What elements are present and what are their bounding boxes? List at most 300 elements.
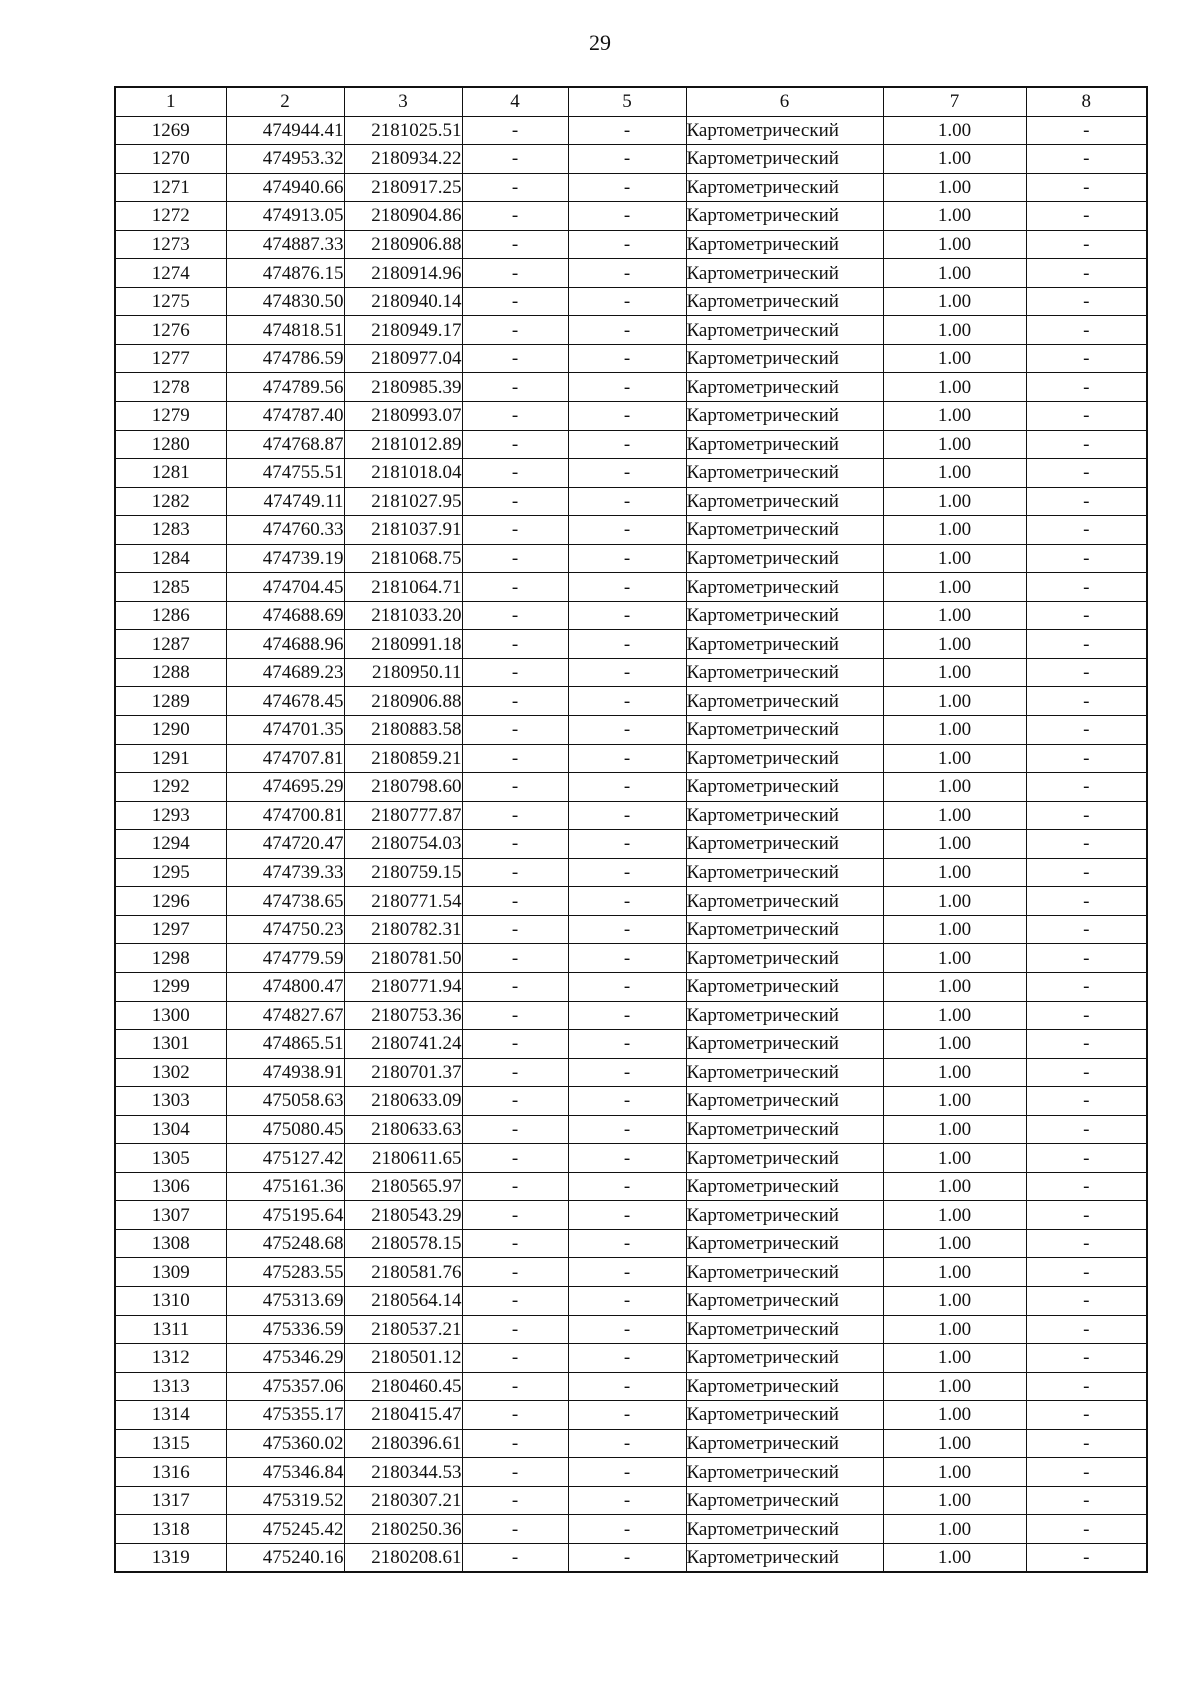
col5-cell: - <box>568 145 686 174</box>
table-row <box>115 1458 1147 1487</box>
col8-cell: - <box>1026 373 1147 402</box>
col8-cell: - <box>1026 1229 1147 1258</box>
col8-cell: - <box>1026 259 1147 288</box>
accuracy-cell: 1.00 <box>883 801 1026 830</box>
col4-cell: - <box>462 1344 568 1373</box>
accuracy-cell: 1.00 <box>883 573 1026 602</box>
method-cell: Картометрический <box>686 1058 883 1087</box>
method-cell: Картометрический <box>686 972 883 1001</box>
method-cell: Картометрический <box>686 801 883 830</box>
col4-cell: - <box>462 145 568 174</box>
method-cell: Картометрический <box>686 1344 883 1373</box>
col8-cell: - <box>1026 601 1147 630</box>
point-number-cell: 1312 <box>115 1344 226 1373</box>
table-row <box>115 316 1147 345</box>
table-row <box>115 344 1147 373</box>
x-coordinate-cell: 474786.59 <box>226 344 344 373</box>
table-row <box>115 1543 1147 1572</box>
method-cell: Картометрический <box>686 459 883 488</box>
method-cell: Картометрический <box>686 516 883 545</box>
col5-cell: - <box>568 202 686 231</box>
col5-cell: - <box>568 1515 686 1544</box>
method-cell: Картометрический <box>686 1001 883 1030</box>
accuracy-cell: 1.00 <box>883 1058 1026 1087</box>
table-row <box>115 1401 1147 1430</box>
x-coordinate-cell: 475127.42 <box>226 1144 344 1173</box>
method-cell: Картометрический <box>686 1229 883 1258</box>
y-coordinate-cell: 2180611.65 <box>344 1144 462 1173</box>
point-number-cell: 1273 <box>115 230 226 259</box>
col4-cell: - <box>462 516 568 545</box>
accuracy-cell: 1.00 <box>883 116 1026 145</box>
y-coordinate-cell: 2181064.71 <box>344 573 462 602</box>
accuracy-cell: 1.00 <box>883 915 1026 944</box>
col8-cell: - <box>1026 687 1147 716</box>
col8-cell: - <box>1026 487 1147 516</box>
col5-cell: - <box>568 373 686 402</box>
y-coordinate-cell: 2180565.97 <box>344 1172 462 1201</box>
x-coordinate-cell: 474787.40 <box>226 402 344 431</box>
method-cell: Картометрический <box>686 744 883 773</box>
point-number-cell: 1271 <box>115 173 226 202</box>
y-coordinate-cell: 2181037.91 <box>344 516 462 545</box>
point-number-cell: 1314 <box>115 1401 226 1430</box>
method-cell: Картометрический <box>686 402 883 431</box>
col8-cell: - <box>1026 830 1147 859</box>
x-coordinate-cell: 475283.55 <box>226 1258 344 1287</box>
point-number-cell: 1308 <box>115 1229 226 1258</box>
column-header: 2 <box>226 87 344 116</box>
table-row <box>115 1344 1147 1373</box>
point-number-cell: 1282 <box>115 487 226 516</box>
x-coordinate-cell: 474865.51 <box>226 1030 344 1059</box>
col4-cell: - <box>462 1543 568 1572</box>
col8-cell: - <box>1026 887 1147 916</box>
point-number-cell: 1303 <box>115 1087 226 1116</box>
method-cell: Картометрический <box>686 1286 883 1315</box>
point-number-cell: 1298 <box>115 944 226 973</box>
col5-cell: - <box>568 316 686 345</box>
col8-cell: - <box>1026 316 1147 345</box>
col4-cell: - <box>462 1372 568 1401</box>
col4-cell: - <box>462 1058 568 1087</box>
x-coordinate-cell: 475336.59 <box>226 1315 344 1344</box>
y-coordinate-cell: 2180782.31 <box>344 915 462 944</box>
col5-cell: - <box>568 430 686 459</box>
table-row <box>115 915 1147 944</box>
col8-cell: - <box>1026 1001 1147 1030</box>
table-row <box>115 1429 1147 1458</box>
point-number-cell: 1317 <box>115 1486 226 1515</box>
x-coordinate-cell: 474940.66 <box>226 173 344 202</box>
table-row <box>115 230 1147 259</box>
method-cell: Картометрический <box>686 202 883 231</box>
table-row <box>115 887 1147 916</box>
col8-cell: - <box>1026 972 1147 1001</box>
table-row <box>115 658 1147 687</box>
point-number-cell: 1315 <box>115 1429 226 1458</box>
point-number-cell: 1307 <box>115 1201 226 1230</box>
col8-cell: - <box>1026 1115 1147 1144</box>
method-cell: Картометрический <box>686 1458 883 1487</box>
method-cell: Картометрический <box>686 1201 883 1230</box>
point-number-cell: 1301 <box>115 1030 226 1059</box>
accuracy-cell: 1.00 <box>883 1286 1026 1315</box>
point-number-cell: 1290 <box>115 716 226 745</box>
x-coordinate-cell: 474876.15 <box>226 259 344 288</box>
point-number-cell: 1277 <box>115 344 226 373</box>
y-coordinate-cell: 2181018.04 <box>344 459 462 488</box>
table-row <box>115 1144 1147 1173</box>
method-cell: Картометрический <box>686 573 883 602</box>
col4-cell: - <box>462 1401 568 1430</box>
col4-cell: - <box>462 430 568 459</box>
accuracy-cell: 1.00 <box>883 716 1026 745</box>
accuracy-cell: 1.00 <box>883 1315 1026 1344</box>
col4-cell: - <box>462 830 568 859</box>
accuracy-cell: 1.00 <box>883 344 1026 373</box>
method-cell: Картометрический <box>686 601 883 630</box>
table-row <box>115 972 1147 1001</box>
point-number-cell: 1280 <box>115 430 226 459</box>
col5-cell: - <box>568 1543 686 1572</box>
col4-cell: - <box>462 858 568 887</box>
accuracy-cell: 1.00 <box>883 1201 1026 1230</box>
accuracy-cell: 1.00 <box>883 773 1026 802</box>
accuracy-cell: 1.00 <box>883 145 1026 174</box>
accuracy-cell: 1.00 <box>883 1115 1026 1144</box>
x-coordinate-cell: 475346.29 <box>226 1344 344 1373</box>
col5-cell: - <box>568 773 686 802</box>
x-coordinate-cell: 475195.64 <box>226 1201 344 1230</box>
col5-cell: - <box>568 1286 686 1315</box>
accuracy-cell: 1.00 <box>883 430 1026 459</box>
x-coordinate-cell: 474944.41 <box>226 116 344 145</box>
accuracy-cell: 1.00 <box>883 1229 1026 1258</box>
x-coordinate-cell: 475245.42 <box>226 1515 344 1544</box>
y-coordinate-cell: 2180250.36 <box>344 1515 462 1544</box>
accuracy-cell: 1.00 <box>883 744 1026 773</box>
col5-cell: - <box>568 1087 686 1116</box>
col8-cell: - <box>1026 173 1147 202</box>
point-number-cell: 1291 <box>115 744 226 773</box>
table-row <box>115 744 1147 773</box>
col4-cell: - <box>462 1087 568 1116</box>
col5-cell: - <box>568 1315 686 1344</box>
accuracy-cell: 1.00 <box>883 402 1026 431</box>
y-coordinate-cell: 2181012.89 <box>344 430 462 459</box>
method-cell: Картометрический <box>686 1258 883 1287</box>
col4-cell: - <box>462 1286 568 1315</box>
col4-cell: - <box>462 116 568 145</box>
y-coordinate-cell: 2180940.14 <box>344 287 462 316</box>
table-row <box>115 1258 1147 1287</box>
col8-cell: - <box>1026 1286 1147 1315</box>
point-number-cell: 1318 <box>115 1515 226 1544</box>
col5-cell: - <box>568 459 686 488</box>
accuracy-cell: 1.00 <box>883 516 1026 545</box>
accuracy-cell: 1.00 <box>883 544 1026 573</box>
point-number-cell: 1275 <box>115 287 226 316</box>
method-cell: Картометрический <box>686 1515 883 1544</box>
method-cell: Картометрический <box>686 887 883 916</box>
col8-cell: - <box>1026 658 1147 687</box>
point-number-cell: 1304 <box>115 1115 226 1144</box>
col8-cell: - <box>1026 459 1147 488</box>
col8-cell: - <box>1026 858 1147 887</box>
y-coordinate-cell: 2180977.04 <box>344 344 462 373</box>
col5-cell: - <box>568 1372 686 1401</box>
accuracy-cell: 1.00 <box>883 1258 1026 1287</box>
method-cell: Картометрический <box>686 487 883 516</box>
col5-cell: - <box>568 972 686 1001</box>
x-coordinate-cell: 474789.56 <box>226 373 344 402</box>
table-row <box>115 1115 1147 1144</box>
col4-cell: - <box>462 373 568 402</box>
x-coordinate-cell: 474830.50 <box>226 287 344 316</box>
col4-cell: - <box>462 202 568 231</box>
method-cell: Картометрический <box>686 1030 883 1059</box>
y-coordinate-cell: 2181025.51 <box>344 116 462 145</box>
point-number-cell: 1278 <box>115 373 226 402</box>
col8-cell: - <box>1026 1201 1147 1230</box>
col4-cell: - <box>462 972 568 1001</box>
table-row <box>115 801 1147 830</box>
table-header-row <box>115 87 1147 116</box>
point-number-cell: 1281 <box>115 459 226 488</box>
accuracy-cell: 1.00 <box>883 459 1026 488</box>
col8-cell: - <box>1026 1515 1147 1544</box>
y-coordinate-cell: 2180781.50 <box>344 944 462 973</box>
accuracy-cell: 1.00 <box>883 887 1026 916</box>
accuracy-cell: 1.00 <box>883 601 1026 630</box>
table-row <box>115 116 1147 145</box>
table-row <box>115 287 1147 316</box>
accuracy-cell: 1.00 <box>883 259 1026 288</box>
x-coordinate-cell: 475058.63 <box>226 1087 344 1116</box>
column-header: 6 <box>686 87 883 116</box>
method-cell: Картометрический <box>686 773 883 802</box>
accuracy-cell: 1.00 <box>883 487 1026 516</box>
col8-cell: - <box>1026 1087 1147 1116</box>
col5-cell: - <box>568 887 686 916</box>
point-number-cell: 1302 <box>115 1058 226 1087</box>
method-cell: Картометрический <box>686 658 883 687</box>
point-number-cell: 1319 <box>115 1543 226 1572</box>
x-coordinate-cell: 474760.33 <box>226 516 344 545</box>
x-coordinate-cell: 474707.81 <box>226 744 344 773</box>
method-cell: Картометрический <box>686 1429 883 1458</box>
point-number-cell: 1293 <box>115 801 226 830</box>
point-number-cell: 1300 <box>115 1001 226 1030</box>
col8-cell: - <box>1026 744 1147 773</box>
col4-cell: - <box>462 1144 568 1173</box>
y-coordinate-cell: 2180460.45 <box>344 1372 462 1401</box>
col4-cell: - <box>462 316 568 345</box>
table-row <box>115 145 1147 174</box>
col8-cell: - <box>1026 1458 1147 1487</box>
col8-cell: - <box>1026 630 1147 659</box>
table-row <box>115 1172 1147 1201</box>
col4-cell: - <box>462 944 568 973</box>
col5-cell: - <box>568 744 686 773</box>
method-cell: Картометрический <box>686 430 883 459</box>
accuracy-cell: 1.00 <box>883 373 1026 402</box>
x-coordinate-cell: 474678.45 <box>226 687 344 716</box>
method-cell: Картометрический <box>686 830 883 859</box>
col8-cell: - <box>1026 1258 1147 1287</box>
y-coordinate-cell: 2180759.15 <box>344 858 462 887</box>
method-cell: Картометрический <box>686 544 883 573</box>
y-coordinate-cell: 2180906.88 <box>344 687 462 716</box>
point-number-cell: 1295 <box>115 858 226 887</box>
col5-cell: - <box>568 402 686 431</box>
y-coordinate-cell: 2180741.24 <box>344 1030 462 1059</box>
method-cell: Картометрический <box>686 1486 883 1515</box>
method-cell: Картометрический <box>686 173 883 202</box>
point-number-cell: 1272 <box>115 202 226 231</box>
accuracy-cell: 1.00 <box>883 1458 1026 1487</box>
col4-cell: - <box>462 344 568 373</box>
table-row <box>115 1030 1147 1059</box>
column-header: 8 <box>1026 87 1147 116</box>
col8-cell: - <box>1026 116 1147 145</box>
x-coordinate-cell: 475240.16 <box>226 1543 344 1572</box>
accuracy-cell: 1.00 <box>883 202 1026 231</box>
table-row <box>115 516 1147 545</box>
x-coordinate-cell: 475313.69 <box>226 1286 344 1315</box>
col8-cell: - <box>1026 287 1147 316</box>
column-header: 1 <box>115 87 226 116</box>
table-row <box>115 687 1147 716</box>
col5-cell: - <box>568 173 686 202</box>
y-coordinate-cell: 2180415.47 <box>344 1401 462 1430</box>
table-row <box>115 459 1147 488</box>
col5-cell: - <box>568 858 686 887</box>
accuracy-cell: 1.00 <box>883 687 1026 716</box>
x-coordinate-cell: 474887.33 <box>226 230 344 259</box>
col8-cell: - <box>1026 1372 1147 1401</box>
method-cell: Картометрический <box>686 373 883 402</box>
y-coordinate-cell: 2180798.60 <box>344 773 462 802</box>
col5-cell: - <box>568 573 686 602</box>
table-row <box>115 1315 1147 1344</box>
y-coordinate-cell: 2180396.61 <box>344 1429 462 1458</box>
table-row <box>115 430 1147 459</box>
y-coordinate-cell: 2180344.53 <box>344 1458 462 1487</box>
x-coordinate-cell: 474738.65 <box>226 887 344 916</box>
y-coordinate-cell: 2180564.14 <box>344 1286 462 1315</box>
x-coordinate-cell: 474704.45 <box>226 573 344 602</box>
method-cell: Картометрический <box>686 1144 883 1173</box>
col5-cell: - <box>568 1344 686 1373</box>
column-header: 7 <box>883 87 1026 116</box>
method-cell: Картометрический <box>686 259 883 288</box>
column-header: 3 <box>344 87 462 116</box>
y-coordinate-cell: 2180754.03 <box>344 830 462 859</box>
x-coordinate-cell: 474913.05 <box>226 202 344 231</box>
col4-cell: - <box>462 1115 568 1144</box>
col4-cell: - <box>462 173 568 202</box>
col4-cell: - <box>462 1229 568 1258</box>
col5-cell: - <box>568 830 686 859</box>
col4-cell: - <box>462 1172 568 1201</box>
method-cell: Картометрический <box>686 316 883 345</box>
x-coordinate-cell: 474953.32 <box>226 145 344 174</box>
col8-cell: - <box>1026 944 1147 973</box>
x-coordinate-cell: 474755.51 <box>226 459 344 488</box>
col5-cell: - <box>568 601 686 630</box>
col5-cell: - <box>568 687 686 716</box>
point-number-cell: 1292 <box>115 773 226 802</box>
accuracy-cell: 1.00 <box>883 858 1026 887</box>
col4-cell: - <box>462 801 568 830</box>
method-cell: Картометрический <box>686 630 883 659</box>
y-coordinate-cell: 2180633.09 <box>344 1087 462 1116</box>
accuracy-cell: 1.00 <box>883 1515 1026 1544</box>
col5-cell: - <box>568 544 686 573</box>
col8-cell: - <box>1026 402 1147 431</box>
col4-cell: - <box>462 630 568 659</box>
y-coordinate-cell: 2180753.36 <box>344 1001 462 1030</box>
x-coordinate-cell: 474689.23 <box>226 658 344 687</box>
point-number-cell: 1283 <box>115 516 226 545</box>
table-row <box>115 544 1147 573</box>
method-cell: Картометрический <box>686 1172 883 1201</box>
col4-cell: - <box>462 687 568 716</box>
col8-cell: - <box>1026 344 1147 373</box>
x-coordinate-cell: 474720.47 <box>226 830 344 859</box>
col8-cell: - <box>1026 1144 1147 1173</box>
col5-cell: - <box>568 1030 686 1059</box>
y-coordinate-cell: 2180934.22 <box>344 145 462 174</box>
x-coordinate-cell: 474688.69 <box>226 601 344 630</box>
point-number-cell: 1305 <box>115 1144 226 1173</box>
accuracy-cell: 1.00 <box>883 1401 1026 1430</box>
accuracy-cell: 1.00 <box>883 316 1026 345</box>
y-coordinate-cell: 2180307.21 <box>344 1486 462 1515</box>
col4-cell: - <box>462 1258 568 1287</box>
y-coordinate-cell: 2180950.11 <box>344 658 462 687</box>
table-row <box>115 944 1147 973</box>
point-number-cell: 1309 <box>115 1258 226 1287</box>
accuracy-cell: 1.00 <box>883 173 1026 202</box>
x-coordinate-cell: 474739.33 <box>226 858 344 887</box>
method-cell: Картометрический <box>686 287 883 316</box>
point-number-cell: 1299 <box>115 972 226 1001</box>
x-coordinate-cell: 474768.87 <box>226 430 344 459</box>
point-number-cell: 1311 <box>115 1315 226 1344</box>
table-row <box>115 601 1147 630</box>
col5-cell: - <box>568 344 686 373</box>
col4-cell: - <box>462 487 568 516</box>
col5-cell: - <box>568 1458 686 1487</box>
col8-cell: - <box>1026 1030 1147 1059</box>
accuracy-cell: 1.00 <box>883 1001 1026 1030</box>
method-cell: Картометрический <box>686 116 883 145</box>
x-coordinate-cell: 474750.23 <box>226 915 344 944</box>
x-coordinate-cell: 474938.91 <box>226 1058 344 1087</box>
col8-cell: - <box>1026 1058 1147 1087</box>
col8-cell: - <box>1026 516 1147 545</box>
col8-cell: - <box>1026 145 1147 174</box>
col5-cell: - <box>568 1258 686 1287</box>
col4-cell: - <box>462 716 568 745</box>
accuracy-cell: 1.00 <box>883 230 1026 259</box>
col8-cell: - <box>1026 716 1147 745</box>
x-coordinate-cell: 474749.11 <box>226 487 344 516</box>
x-coordinate-cell: 474818.51 <box>226 316 344 345</box>
